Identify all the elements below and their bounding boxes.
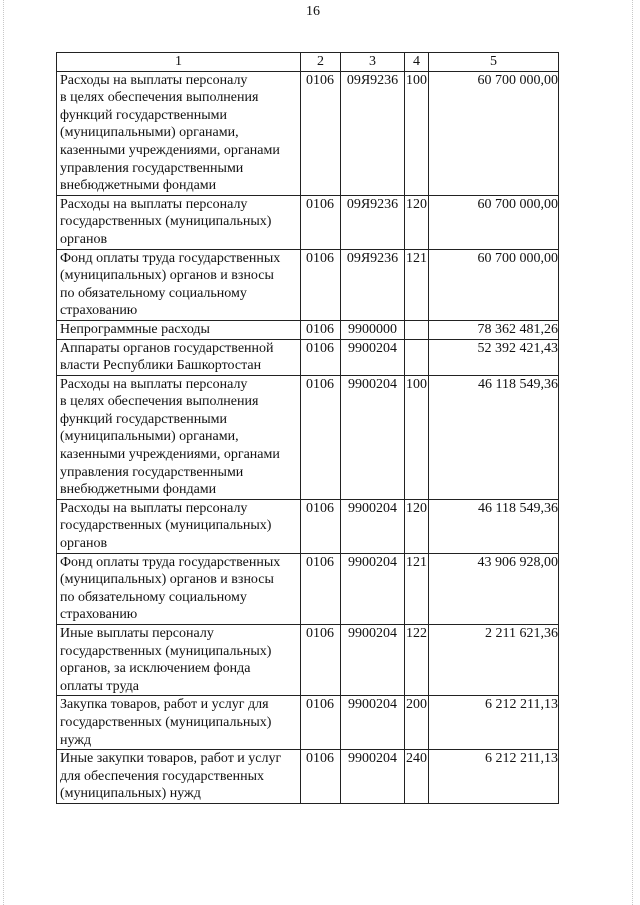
table-row bbox=[57, 750, 559, 804]
header-col-1: 1 bbox=[57, 53, 301, 72]
table-row bbox=[57, 499, 559, 553]
scan-edge-right bbox=[632, 0, 634, 905]
header-row bbox=[57, 53, 559, 72]
amount-cell: 60 700 000,00 bbox=[429, 195, 559, 249]
target-code-cell: 9900204 bbox=[341, 696, 405, 750]
header-col-3: 3 bbox=[341, 53, 405, 72]
section-code-cell: 0106 bbox=[301, 553, 341, 624]
table-row bbox=[57, 249, 559, 320]
target-code-cell: 9900204 bbox=[341, 499, 405, 553]
section-code-cell: 0106 bbox=[301, 696, 341, 750]
item-name-cell: Закупка товаров, работ и услуг для государственных (муниципальных) нужд bbox=[57, 696, 301, 750]
section-code-cell: 0106 bbox=[301, 499, 341, 553]
target-code-cell: 9900204 bbox=[341, 625, 405, 696]
section-code-cell: 0106 bbox=[301, 71, 341, 195]
target-code-cell: 9900204 bbox=[341, 375, 405, 499]
expense-type-cell: 100 bbox=[405, 375, 429, 499]
target-code-cell: 9900000 bbox=[341, 320, 405, 339]
amount-cell: 43 906 928,00 bbox=[429, 553, 559, 624]
expense-type-cell: 120 bbox=[405, 499, 429, 553]
amount-cell: 60 700 000,00 bbox=[429, 249, 559, 320]
amount-cell: 78 362 481,26 bbox=[429, 320, 559, 339]
header-col-4: 4 bbox=[405, 53, 429, 72]
table-row bbox=[57, 625, 559, 696]
item-name-cell: Расходы на выплаты персоналу государственных (муниципальных) органов bbox=[57, 195, 301, 249]
section-code-cell: 0106 bbox=[301, 750, 341, 804]
amount-cell: 52 392 421,43 bbox=[429, 339, 559, 375]
target-code-cell: 9900204 bbox=[341, 750, 405, 804]
expense-type-cell: 240 bbox=[405, 750, 429, 804]
amount-cell: 46 118 549,36 bbox=[429, 499, 559, 553]
page-number: 16 bbox=[306, 4, 320, 19]
section-code-cell: 0106 bbox=[301, 339, 341, 375]
expense-type-cell: 121 bbox=[405, 249, 429, 320]
item-name-cell: Фонд оплаты труда государственных (муниципальных) органов и взносы по обязательному социальному страхованию bbox=[57, 249, 301, 320]
table-row bbox=[57, 696, 559, 750]
target-code-cell: 09Я9236 bbox=[341, 249, 405, 320]
item-name-cell: Аппараты органов государственной власти Республики Башкортостан bbox=[57, 339, 301, 375]
table-row bbox=[57, 320, 559, 339]
section-code-cell: 0106 bbox=[301, 375, 341, 499]
target-code-cell: 9900204 bbox=[341, 553, 405, 624]
target-code-cell: 9900204 bbox=[341, 339, 405, 375]
amount-cell: 60 700 000,00 bbox=[429, 71, 559, 195]
item-name-cell: Непрограммные расходы bbox=[57, 320, 301, 339]
item-name-cell: Расходы на выплаты персоналу государственных (муниципальных) органов bbox=[57, 499, 301, 553]
amount-cell: 46 118 549,36 bbox=[429, 375, 559, 499]
expense-type-cell: 121 bbox=[405, 553, 429, 624]
section-code-cell: 0106 bbox=[301, 249, 341, 320]
expense-type-cell: 122 bbox=[405, 625, 429, 696]
section-code-cell: 0106 bbox=[301, 625, 341, 696]
section-code-cell: 0106 bbox=[301, 195, 341, 249]
section-code-cell: 0106 bbox=[301, 320, 341, 339]
table-row bbox=[57, 195, 559, 249]
table-header bbox=[57, 53, 559, 72]
item-name-cell: Иные выплаты персоналу государственных (муниципальных) органов, за исключением фонда оплаты труда bbox=[57, 625, 301, 696]
item-name-cell: Расходы на выплаты персоналу в целях обеспечения выполнения функций государственными (муниципальными) органами, казенными учреждениями, органами управления государственными внебюджетными фондами bbox=[57, 375, 301, 499]
budget-table bbox=[56, 52, 559, 804]
table-body bbox=[57, 71, 559, 803]
table-row bbox=[57, 339, 559, 375]
item-name-cell: Расходы на выплаты персоналу в целях обеспечения выполнения функций государственными (муниципальными) органами, казенными учреждениями, органами управления государственными внебюджетными фондами bbox=[57, 71, 301, 195]
scan-edge-left bbox=[3, 0, 5, 905]
expense-type-cell bbox=[405, 320, 429, 339]
item-name-cell: Иные закупки товаров, работ и услуг для обеспечения государственных (муниципальных) нужд bbox=[57, 750, 301, 804]
amount-cell: 2 211 621,36 bbox=[429, 625, 559, 696]
target-code-cell: 09Я9236 bbox=[341, 71, 405, 195]
amount-cell: 6 212 211,13 bbox=[429, 750, 559, 804]
target-code-cell: 09Я9236 bbox=[341, 195, 405, 249]
table-row bbox=[57, 71, 559, 195]
item-name-cell: Фонд оплаты труда государственных (муниципальных) органов и взносы по обязательному социальному страхованию bbox=[57, 553, 301, 624]
expense-type-cell: 120 bbox=[405, 195, 429, 249]
expense-type-cell: 200 bbox=[405, 696, 429, 750]
amount-cell: 6 212 211,13 bbox=[429, 696, 559, 750]
table-row bbox=[57, 375, 559, 499]
header-col-2: 2 bbox=[301, 53, 341, 72]
header-col-5: 5 bbox=[429, 53, 559, 72]
expense-type-cell: 100 bbox=[405, 71, 429, 195]
table-row bbox=[57, 553, 559, 624]
expense-type-cell bbox=[405, 339, 429, 375]
